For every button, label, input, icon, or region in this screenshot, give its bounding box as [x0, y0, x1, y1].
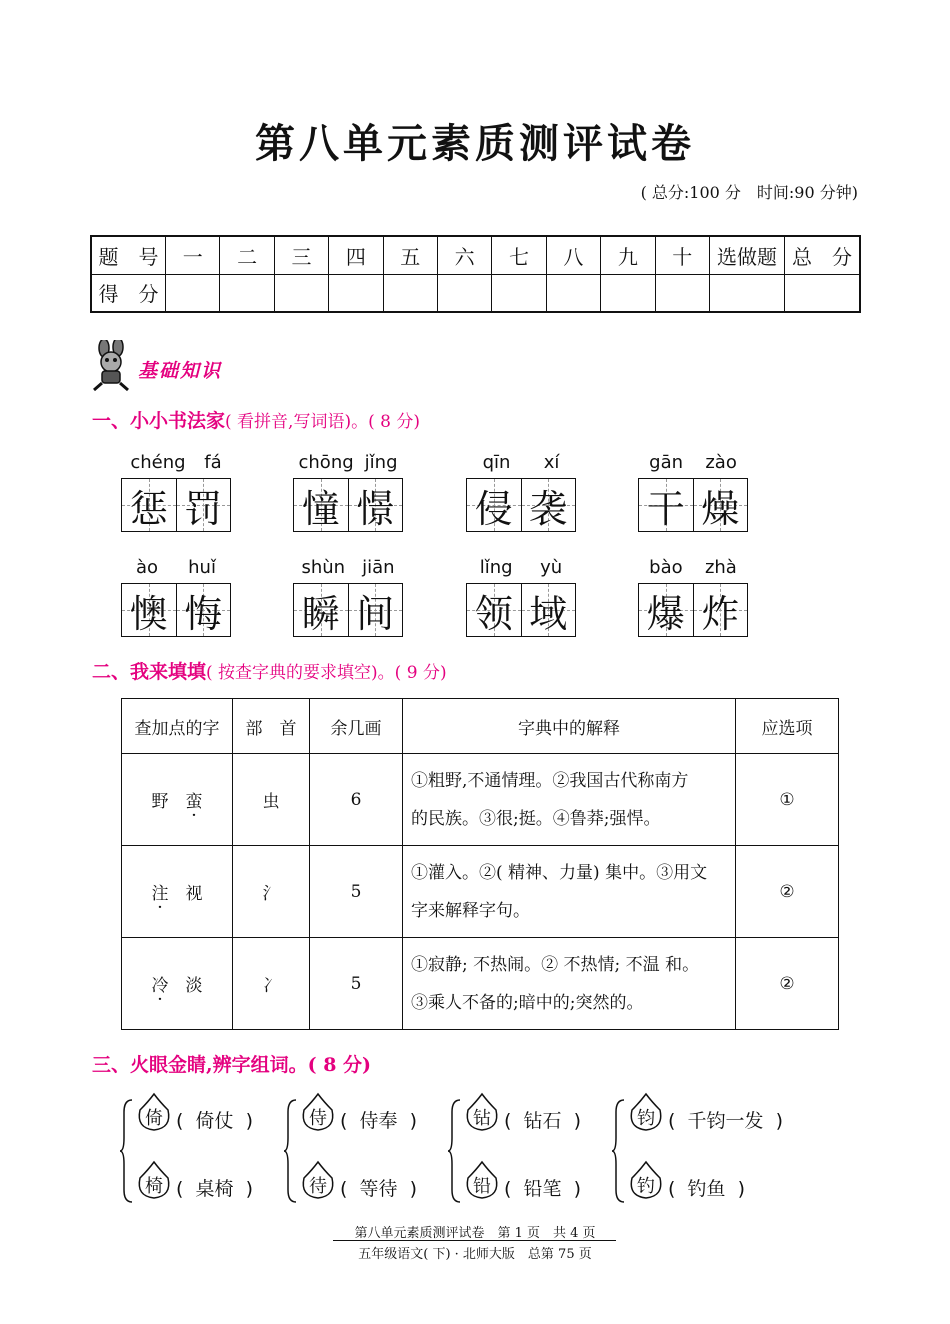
dict-header-row	[122, 699, 839, 754]
score-header-cell: 五	[383, 236, 437, 274]
dict-answer[interactable]: ②	[736, 846, 839, 938]
footer-page-info: 第八单元素质测评试卷 第 1 页 共 4 页	[354, 1226, 596, 1241]
pinyin-word-group	[293, 557, 403, 637]
answer-blank[interactable]: ( 桌椅 )	[176, 1178, 254, 1200]
dict-strokes[interactable]: 5	[310, 846, 403, 938]
score-header-cell: 三	[274, 236, 328, 274]
question-2-subtitle: ( 按查字典的要求填空)。( 9 分)	[206, 663, 447, 683]
pinyin-word-group	[121, 557, 231, 637]
dict-word: 冷 淡	[122, 938, 233, 1030]
score-cell[interactable]	[220, 274, 274, 312]
char-pair-group	[120, 1092, 280, 1210]
dict-header-cell: 部 首	[233, 699, 310, 754]
question-2-title: 二、我来填填	[92, 661, 207, 683]
pinyin: jiān	[362, 557, 395, 578]
character-box[interactable]: 燥	[693, 479, 748, 531]
footer-divider	[333, 1240, 616, 1241]
dict-radical[interactable]: 虫	[233, 754, 310, 846]
pinyin-word-group	[121, 452, 231, 532]
score-cell[interactable]	[166, 274, 220, 312]
answer-blank[interactable]: ( 铅笔 )	[504, 1178, 582, 1200]
pinyin: xí	[543, 452, 560, 473]
pinyin-word-group	[466, 557, 576, 637]
pinyin: gān	[649, 452, 684, 473]
character-box[interactable]: 领	[467, 584, 521, 636]
character-box[interactable]: 惩	[122, 479, 176, 531]
score-cell[interactable]	[546, 274, 600, 312]
pinyin-word-group	[638, 452, 748, 532]
char-pair-group	[612, 1092, 812, 1210]
dict-radical[interactable]: 氵	[233, 846, 310, 938]
character-box[interactable]: 憧	[294, 479, 348, 531]
score-cell[interactable]	[710, 274, 785, 312]
dict-word: 野 蛮	[122, 754, 233, 846]
score-header-cell: 九	[601, 236, 655, 274]
answer-blank[interactable]: ( 千钧一发 )	[668, 1110, 784, 1132]
score-row	[91, 274, 860, 312]
character-box[interactable]: 憬	[348, 479, 403, 531]
character-box[interactable]: 袭	[521, 479, 576, 531]
dict-header-cell: 查加点的字	[122, 699, 233, 754]
char-pair-group	[284, 1092, 444, 1210]
character-box[interactable]: 懊	[122, 584, 176, 636]
question-1-heading	[92, 406, 420, 433]
dict-explanation: ①粗野,不通情理。②我国古代称南方 的民族。③很;挺。④鲁莽;强悍。	[403, 754, 736, 846]
brace-icon	[120, 1098, 134, 1204]
character-box[interactable]: 侵	[467, 479, 521, 531]
dict-row	[122, 938, 839, 1030]
page-title: 第八单元素质测评试卷	[255, 120, 695, 167]
score-header-cell: 八	[546, 236, 600, 274]
score-cell[interactable]	[383, 274, 437, 312]
dict-strokes[interactable]: 5	[310, 938, 403, 1030]
question-1-title: 一、小小书法家	[92, 410, 226, 432]
peach-char-icon: 钻	[464, 1092, 500, 1132]
footer-book-info: 五年级语文( 下) · 北师大版 总第 75 页	[358, 1247, 592, 1262]
dict-answer[interactable]: ①	[736, 754, 839, 846]
dict-strokes[interactable]: 6	[310, 754, 403, 846]
brace-icon	[284, 1098, 298, 1204]
score-header-cell: 选做题	[710, 236, 785, 274]
dictionary-table	[121, 698, 839, 1030]
answer-blank[interactable]: ( 侍奉 )	[340, 1110, 418, 1132]
pinyin-word-group	[466, 452, 576, 532]
pinyin: chéng	[130, 452, 186, 473]
answer-blank[interactable]: ( 等待 )	[340, 1178, 418, 1200]
score-header-cell: 一	[166, 236, 220, 274]
character-box[interactable]: 间	[348, 584, 403, 636]
score-header-cell: 二	[220, 236, 274, 274]
dict-header-cell: 余几画	[310, 699, 403, 754]
dict-row	[122, 846, 839, 938]
question-2-heading	[92, 657, 447, 684]
score-row-label: 得 分	[91, 274, 166, 312]
pinyin: shùn	[301, 557, 346, 578]
character-box[interactable]: 悔	[176, 584, 231, 636]
score-header-cell: 七	[492, 236, 546, 274]
score-header-cell: 六	[437, 236, 491, 274]
score-cell[interactable]	[601, 274, 655, 312]
pinyin: bào	[649, 557, 683, 578]
dict-explanation: ①灌入。②( 精神、力量) 集中。③用文 字来解释字句。	[403, 846, 736, 938]
dict-word: 注 视	[122, 846, 233, 938]
peach-char-icon: 待	[300, 1160, 336, 1200]
pinyin: yù	[540, 557, 563, 578]
pinyin: qīn	[482, 452, 511, 473]
pinyin: zhà	[704, 557, 737, 578]
dict-explanation: ①寂静; 不热闹。② 不热情; 不温 和。 ③乘人不备的;暗中的;突然的。	[403, 938, 736, 1030]
answer-blank[interactable]: ( 倚仗 )	[176, 1110, 254, 1132]
pinyin: huǐ	[188, 557, 216, 578]
dict-header-cell: 字典中的解释	[403, 699, 736, 754]
pinyin: zào	[705, 452, 737, 473]
pinyin: chōng	[298, 452, 354, 473]
dict-radical[interactable]: 冫	[233, 938, 310, 1030]
dict-row	[122, 754, 839, 846]
score-header-cell: 十	[655, 236, 709, 274]
character-box[interactable]: 瞬	[294, 584, 348, 636]
score-cell[interactable]	[492, 274, 546, 312]
peach-char-icon: 倚	[136, 1092, 172, 1132]
dict-header-cell: 应选项	[736, 699, 839, 754]
question-3-heading: 三、火眼金睛,辨字组词。( 8 分)	[92, 1054, 372, 1076]
score-time-info: ( 总分:100 分 时间:90 分钟)	[640, 183, 858, 202]
score-header-row	[91, 236, 860, 274]
peach-char-icon: 钧	[628, 1092, 664, 1132]
char-pair-group	[448, 1092, 608, 1210]
score-table	[90, 235, 861, 313]
dict-answer[interactable]: ②	[736, 938, 839, 1030]
pinyin: lǐng	[479, 557, 513, 578]
peach-char-icon: 椅	[136, 1160, 172, 1200]
answer-blank[interactable]: ( 钓鱼 )	[668, 1178, 746, 1200]
score-cell[interactable]	[329, 274, 383, 312]
answer-blank[interactable]: ( 钻石 )	[504, 1110, 582, 1132]
pinyin: jǐng	[364, 452, 398, 473]
score-cell[interactable]	[785, 274, 861, 312]
score-cell[interactable]	[437, 274, 491, 312]
brace-icon	[612, 1098, 626, 1204]
character-box[interactable]: 域	[521, 584, 576, 636]
brace-icon	[448, 1098, 462, 1204]
pinyin: ào	[136, 557, 159, 578]
score-header-cell: 题 号	[91, 236, 166, 274]
peach-char-icon: 铅	[464, 1160, 500, 1200]
section-heading: 基础知识	[138, 360, 223, 382]
character-box[interactable]: 爆	[639, 584, 693, 636]
score-header-cell: 四	[329, 236, 383, 274]
pinyin: fá	[204, 452, 222, 473]
peach-char-icon: 钓	[628, 1160, 664, 1200]
score-cell[interactable]	[274, 274, 328, 312]
character-box[interactable]: 炸	[693, 584, 748, 636]
question-1-subtitle: ( 看拼音,写词语)。( 8 分)	[225, 412, 420, 432]
peach-char-icon: 侍	[300, 1092, 336, 1132]
score-cell[interactable]	[655, 274, 709, 312]
rabbit-mascot-icon	[88, 340, 136, 392]
character-box[interactable]: 干	[639, 479, 693, 531]
pinyin-word-group	[293, 452, 403, 532]
score-header-cell: 总 分	[785, 236, 861, 274]
character-box[interactable]: 罚	[176, 479, 231, 531]
pinyin-word-group	[638, 557, 748, 637]
